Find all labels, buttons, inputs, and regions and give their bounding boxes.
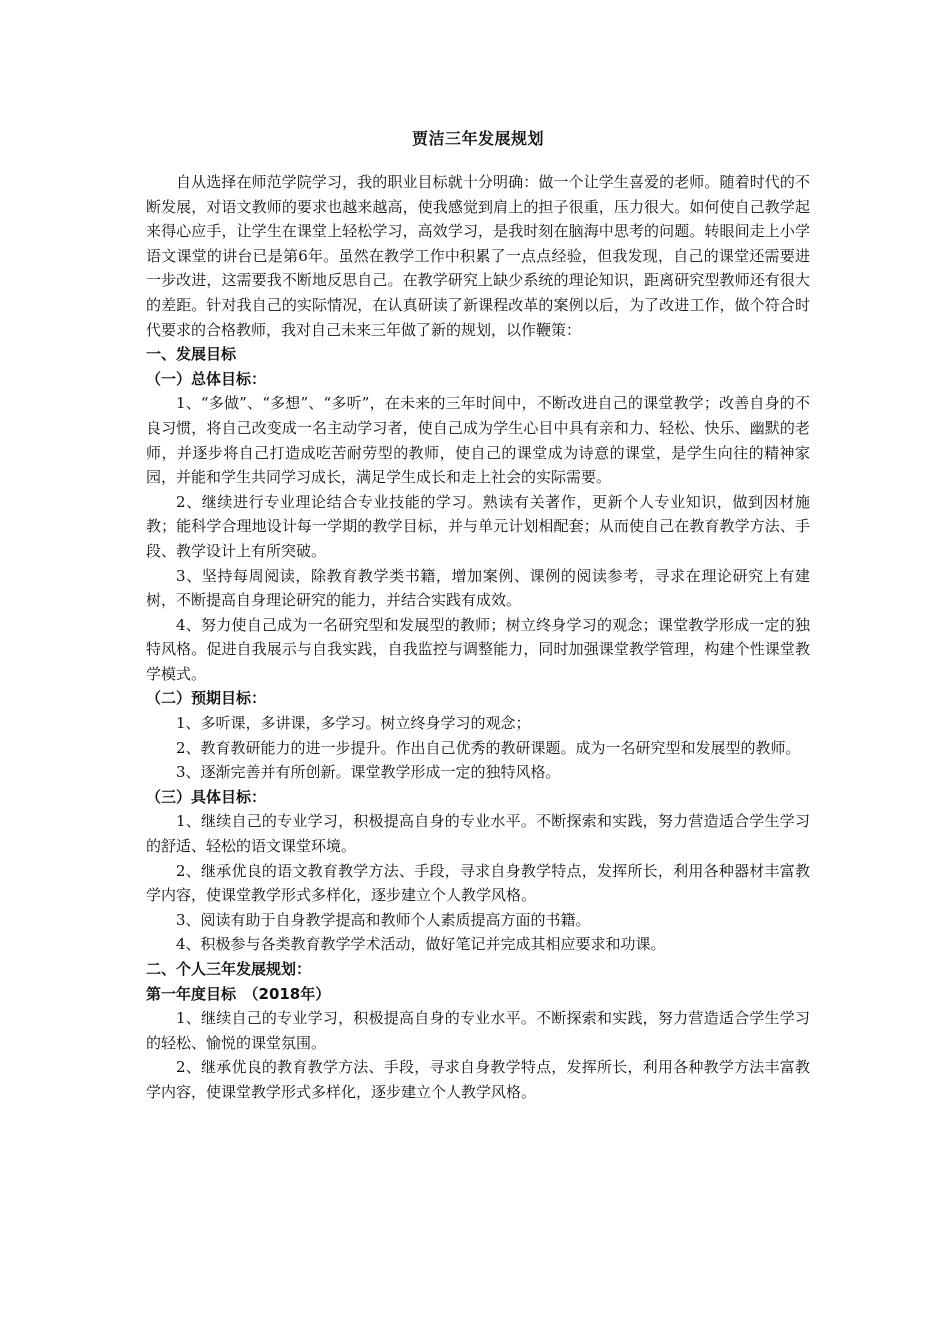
overall-goal-item: 2、继续进行专业理论结合专业技能的学习。熟读有关著作，更新个人专业知识，做到因材施教；能科学合理地设计每一学期的教学目标，并与单元计划相配套；从而使自己在教育教学方法、手段、教学设计上有所突破。 — [146, 492, 810, 560]
subheading-expected-goals: （二）预期目标： — [146, 689, 267, 708]
intro-paragraph: 自从选择在师范学院学习，我的职业目标就十分明确：做一个让学生喜爱的老师。随着时代的不断发展，对语文教师的要求也越来越高，使我感觉到肩上的担子很重，压力很大。如何使自己教学起来得心应手，让学生在课堂上轻松学习，高效学习，是我时刻在脑海中思考的问题。转眼间走上小学语文课堂的讲台已是第6年。虽然在教学工作中积累了一点点经验，但我发现，自己的课堂还需要进一步改进，这需要我不断地反思自己。在教学研究上缺少系统的理论知识，距离研究型教师还有很大的差距。针对我自己的实际情况，在认真研读了新课程改革的案例以后，为了改进工作，做个符合时代要求的合格教师，我对自己未来三年做了新的规划，以作鞭策： — [146, 173, 810, 339]
specific-goal-item: 1、继续自己的专业学习，积极提高自身的专业水平。不断探索和实践，努力营造适合学生学习的舒适、轻松的语文课堂环境。 — [146, 812, 810, 856]
specific-goal-item: 2、继承优良的语文教育教学方法、手段，寻求自身教学特点，发挥所长，利用各种器材丰富教学内容，使课堂教学形式多样化，逐步建立个人教学风格。 — [146, 861, 810, 905]
overall-goal-item: 1、“多做”、“多想”、“多听”，在未来的三年时间中，不断改进自己的课堂教学；改善自身的不良习惯，将自己改变成一名主动学习者，使自己成为学生心目中具有亲和力、轻松、快乐、幽默的老师，并逐步将自己打造成吃苦耐劳型的教师，使自己的课堂成为诗意的课堂，是学生向往的精神家园，并能和学生共同学习成长，满足学生成长和走上社会的实际需要。 — [146, 394, 810, 487]
subheading-year1-goals: 第一年度目标 （2018年） — [146, 984, 331, 1003]
subheading-overall-goals: （一）总体目标： — [146, 369, 267, 388]
overall-goal-item: 3、坚持每周阅读，除教育教学类书籍，增加案例、课例的阅读参考，寻求在理论研究上有建树，不断提高自身理论研究的能力，并结合实践有成效。 — [146, 566, 810, 610]
document-title: 贾洁三年发展规划 — [411, 129, 544, 148]
document-page — [146, 128, 810, 1105]
expected-goal-item: 3、逐渐完善并有所创新。课堂教学形成一定的独特风格。 — [176, 763, 561, 782]
specific-goal-item: 3、阅读有助于自身教学提高和教师个人素质提高方面的书籍。 — [176, 910, 591, 929]
subheading-specific-goals: （三）具体目标： — [146, 787, 267, 806]
year1-goal-item: 2、继承优良的教育教学方法、手段，寻求自身教学特点，发挥所长，利用各种教学方法丰富教学内容，使课堂教学形式多样化，逐步建立个人教学风格。 — [146, 1058, 810, 1101]
section-heading-goals: 一、发展目标 — [146, 345, 237, 364]
overall-goal-item: 4、努力使自己成为一名研究型和发展型的教师；树立终身学习的观念；课堂教学形成一定的独特风格。促进自我展示与自我实践，自我监控与调整能力，同时加强课堂教学管理，构建个性课堂教学模式。 — [146, 615, 810, 683]
year1-goal-item: 1、继续自己的专业学习，积极提高自身的专业水平。不断探索和实践，努力营造适合学生学习的轻松、愉悦的课堂氛围。 — [146, 1009, 810, 1052]
expected-goal-item: 1、多听课，多讲课，多学习。树立终身学习的观念； — [176, 714, 531, 733]
specific-goal-item: 4、积极参与各类教育教学学术活动，做好笔记并完成其相应要求和功课。 — [176, 935, 666, 954]
expected-goal-item: 2、教育教研能力的进一步提升。作出自己优秀的教研课题。成为一名研究型和发展型的教师。 — [176, 738, 801, 757]
section-heading-three-year-plan: 二、个人三年发展规划： — [146, 960, 312, 978]
